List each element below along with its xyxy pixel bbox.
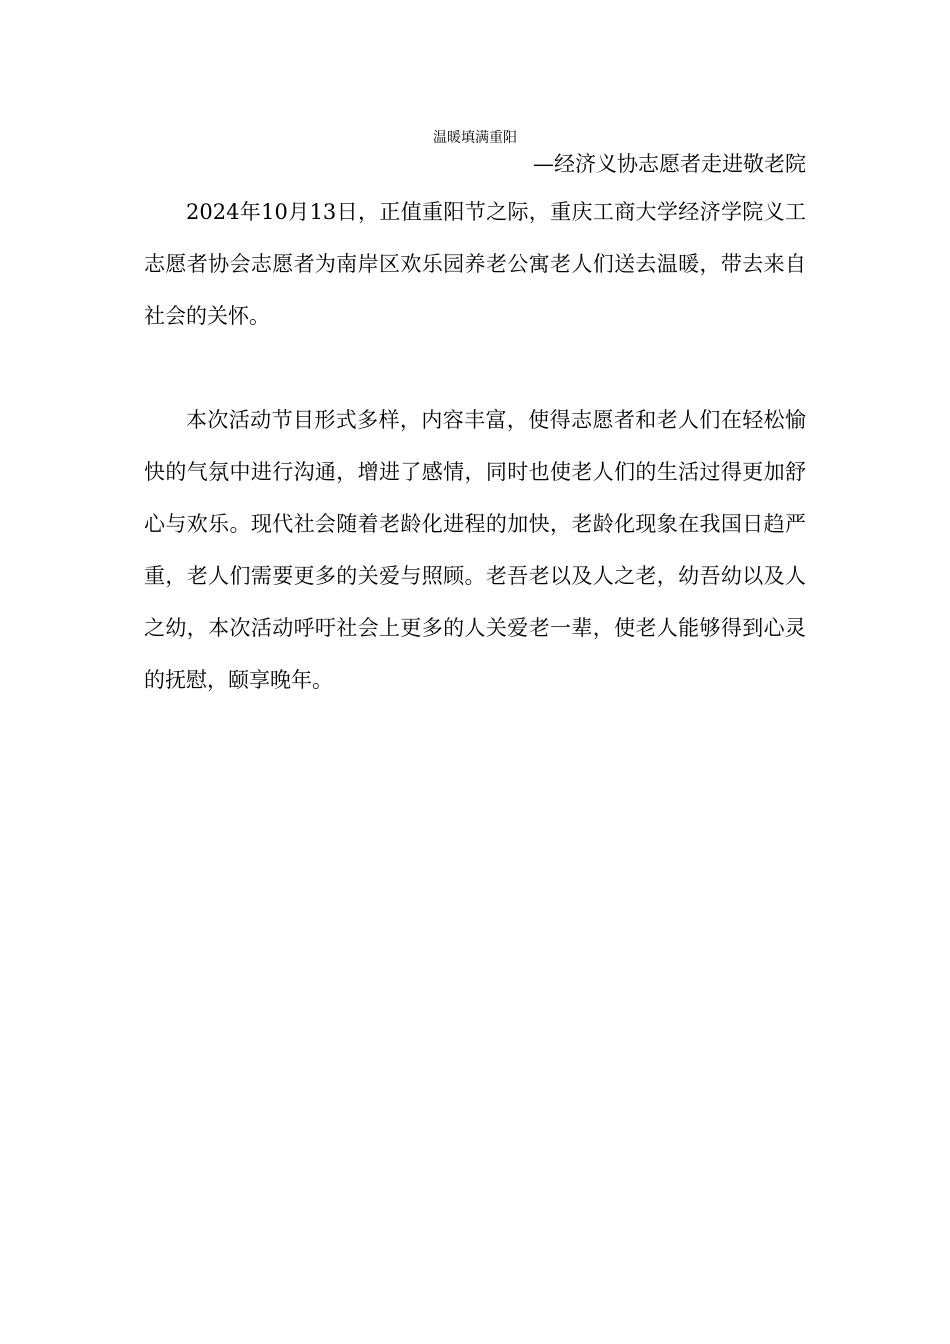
document-body <box>144 126 806 706</box>
document-subtitle: —经济义协志愿者走进敬老院 <box>533 152 806 176</box>
paragraph-spacer <box>144 342 806 394</box>
document-title: 温暖填满重阳 <box>433 130 517 146</box>
paragraph-2: 本次活动节目形式多样，内容丰富，使得志愿者和老人们在轻松愉快的气氛中进行沟通，增进了感情，同时也使老人们的生活过得更加舒心与欢乐。现代社会随着老龄化进程的加快，老龄化现象在我国日趋严重，老人们需要更多的关爱与照顾。老吾老以及人之老，幼吾幼以及人之幼，本次活动呼吁社会上更多的人关爱老一辈，使老人能够得到心灵的抚慰，颐享晚年。 <box>144 408 806 692</box>
paragraph-1: 2024年10月13日，正值重阳节之际，重庆工商大学经济学院义工志愿者协会志愿者为南岸区欢乐园养老公寓老人们送去温暖，带去来自社会的关怀。 <box>144 200 806 328</box>
